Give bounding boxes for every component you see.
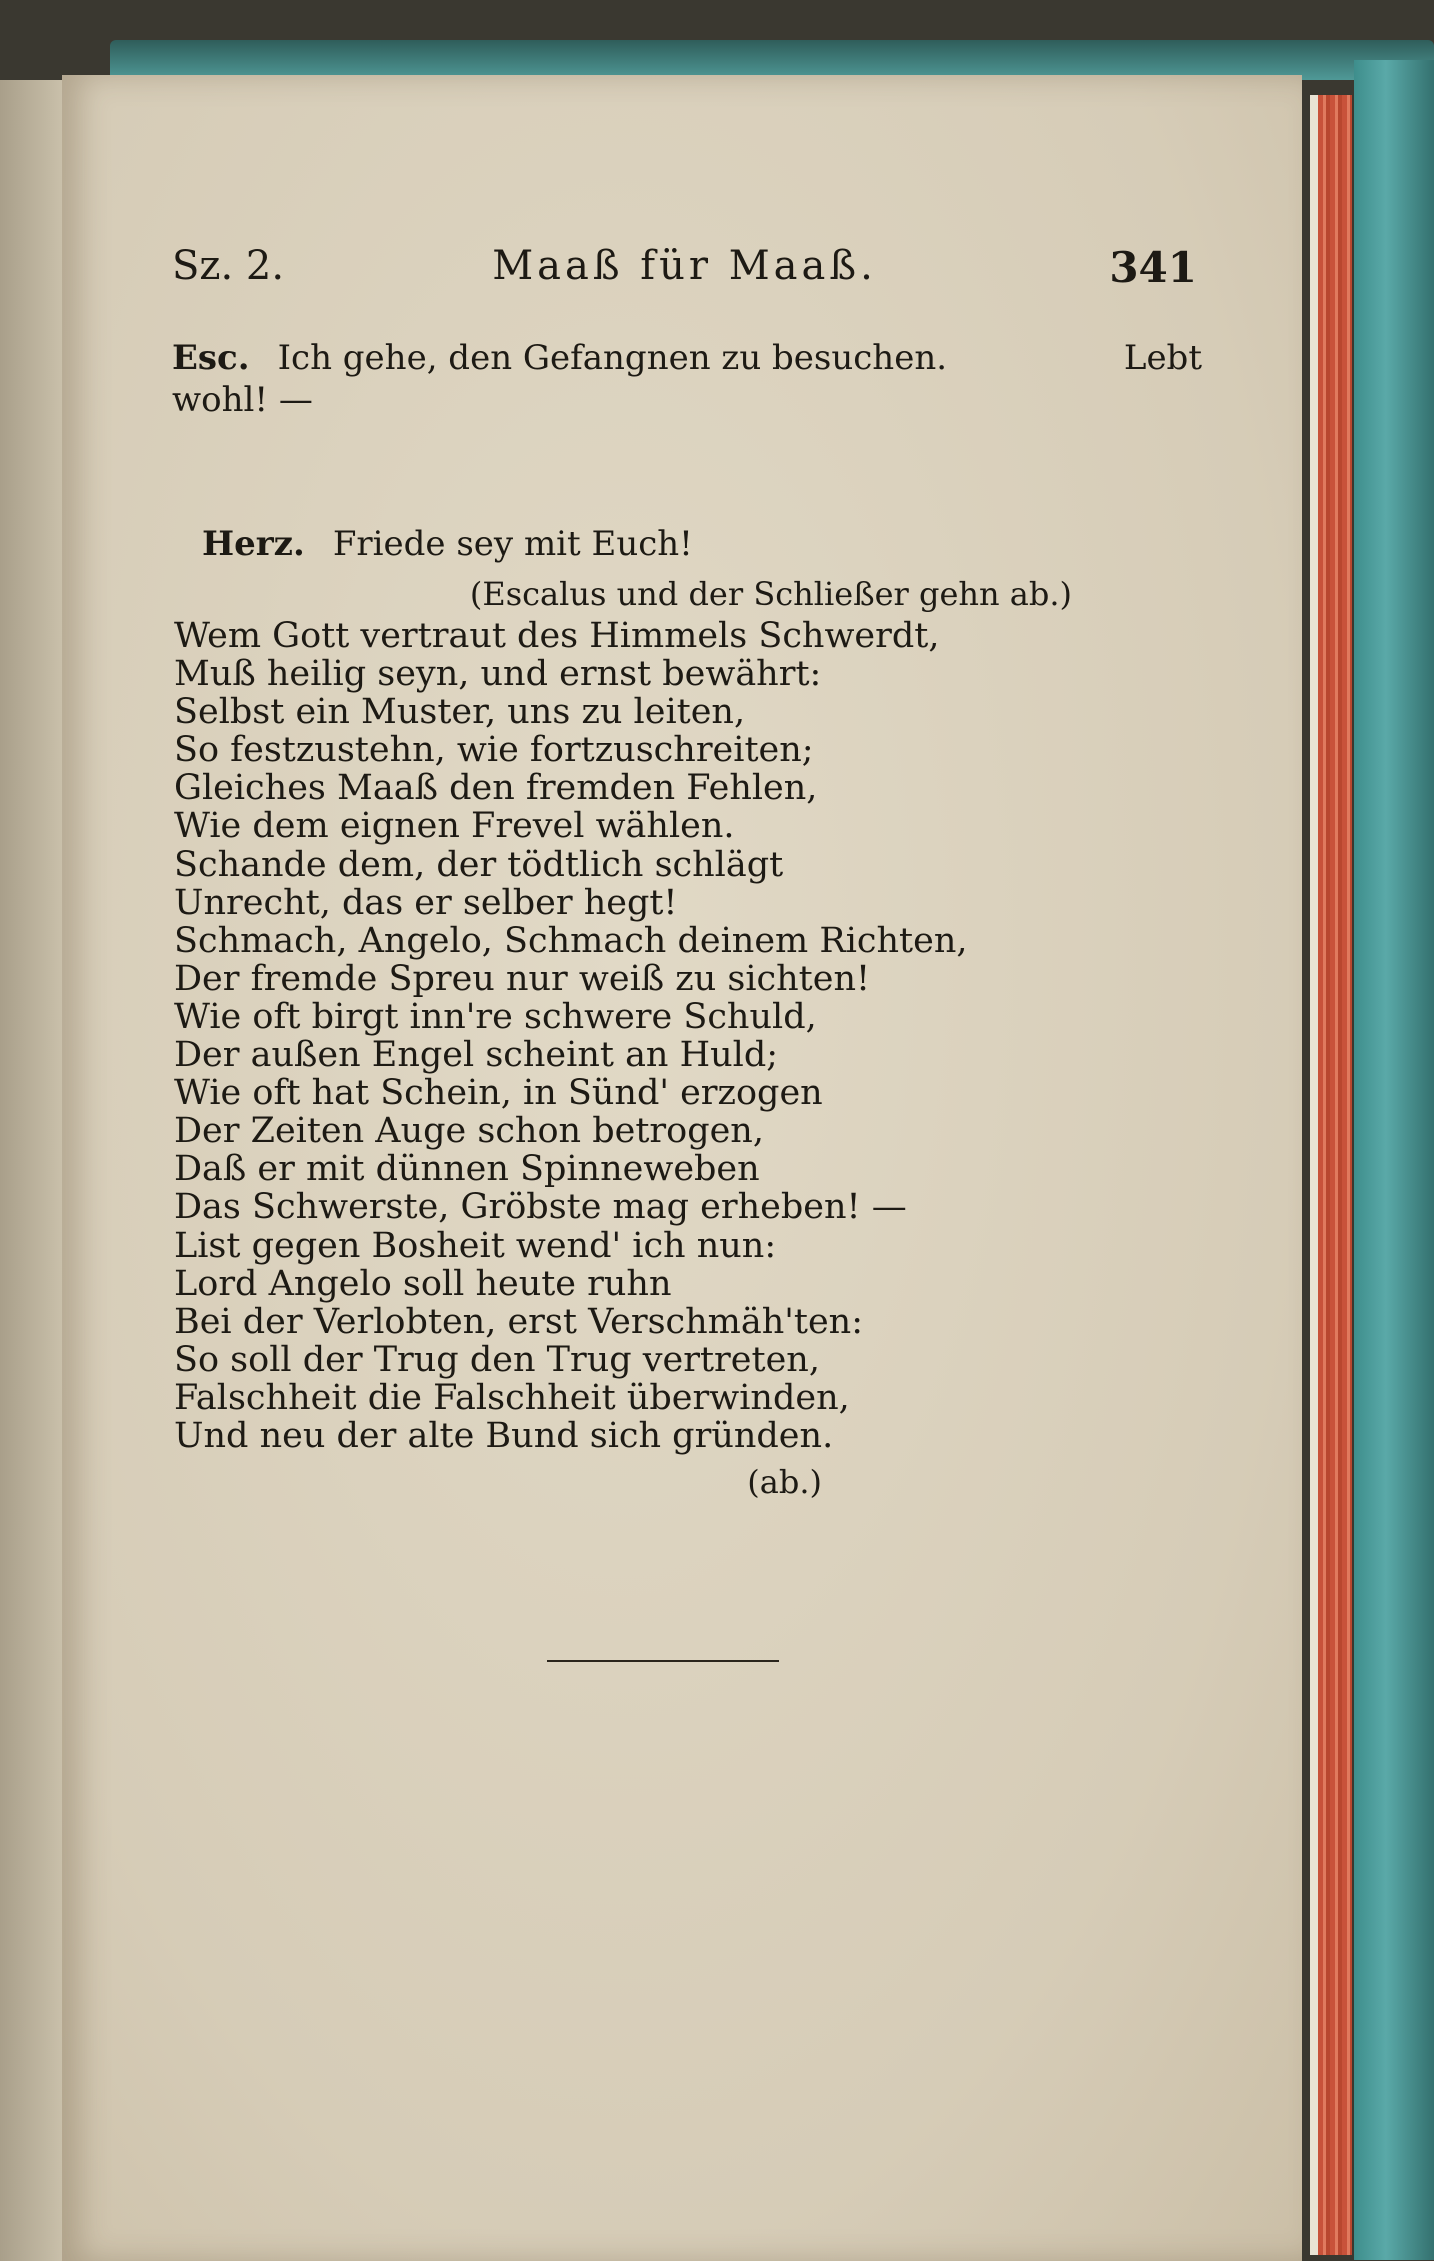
verse-line: Bei der Verlobten, erst Verschmäh'ten: (174, 1301, 864, 1342)
speech-duke (202, 523, 1232, 565)
speaker-name: Herz. (202, 524, 305, 564)
speech-text: Friede sey mit Euch! (332, 524, 693, 564)
verse-line: Gleiches Maaß den fremden Fehlen, (174, 768, 818, 809)
verse-line: Der Zeiten Auge schon betrogen, (174, 1111, 764, 1152)
page-edge-margin (1310, 95, 1318, 2255)
cover-spine (1354, 60, 1434, 2260)
exit-direction: (ab.) (747, 1463, 822, 1501)
speech-line: wohl! — (172, 380, 313, 420)
verse-line: Der fremde Spreu nur weiß zu sichten! (174, 958, 871, 999)
speech-escalus (172, 337, 1202, 421)
verse-block (174, 617, 1074, 1455)
verse-line: List gegen Bosheit wend' ich nun: (174, 1225, 777, 1266)
verse-line: Unrecht, das er selber hegt! (174, 882, 678, 923)
verse-line: Der außen Engel scheint an Huld; (174, 1035, 779, 1076)
book-page (62, 75, 1302, 2261)
speech-text-end: Lebt (1123, 338, 1202, 378)
verse-line: Muß heilig seyn, und ernst bewährt: (174, 654, 822, 695)
verse-line: So festzustehn, wie fortzuschreiten; (174, 730, 814, 771)
speaker-name: Esc. (172, 338, 250, 378)
speech-line (172, 337, 1202, 379)
verse-line: Selbst ein Muster, uns zu leiten, (174, 692, 746, 733)
running-header (172, 243, 1197, 303)
facing-page-edge (0, 80, 70, 2261)
page-number: 341 (1109, 243, 1197, 292)
verse-line: Wie oft birgt inn're schwere Schuld, (174, 996, 817, 1037)
page-edges (1318, 95, 1352, 2255)
verse-line: Wem Gott vertraut des Himmels Schwerdt, (174, 616, 940, 656)
scene-marker: Sz. 2. (172, 243, 285, 289)
section-divider (547, 1660, 779, 1662)
verse-line: Daß er mit dünnen Spinneweben (174, 1149, 760, 1190)
verse-line: So soll der Trug den Trug vertreten, (174, 1339, 820, 1380)
verse-line: Wie oft hat Schein, in Sünd' erzogen (174, 1073, 823, 1114)
verse-line: Und neu der alte Bund sich gründen. (174, 1415, 834, 1456)
verse-line: Falschheit die Falschheit überwinden, (174, 1377, 850, 1418)
speech-text: Ich gehe, den Gefangnen zu besuchen. (277, 338, 948, 378)
verse-line: Schande dem, der tödtlich schlägt (174, 844, 784, 885)
verse-line: Lord Angelo soll heute ruhn (174, 1263, 672, 1304)
verse-line: Das Schwerste, Gröbste mag erheben! — (174, 1187, 907, 1228)
running-title: Maaß für Maaß. (492, 243, 877, 289)
verse-line: Schmach, Angelo, Schmach deinem Richten, (174, 920, 968, 961)
cover-top-edge (110, 40, 1434, 80)
verse-line: Wie dem eignen Frevel wählen. (174, 806, 735, 847)
stage-direction: (Escalus und der Schließer gehn ab.) (469, 575, 1072, 613)
